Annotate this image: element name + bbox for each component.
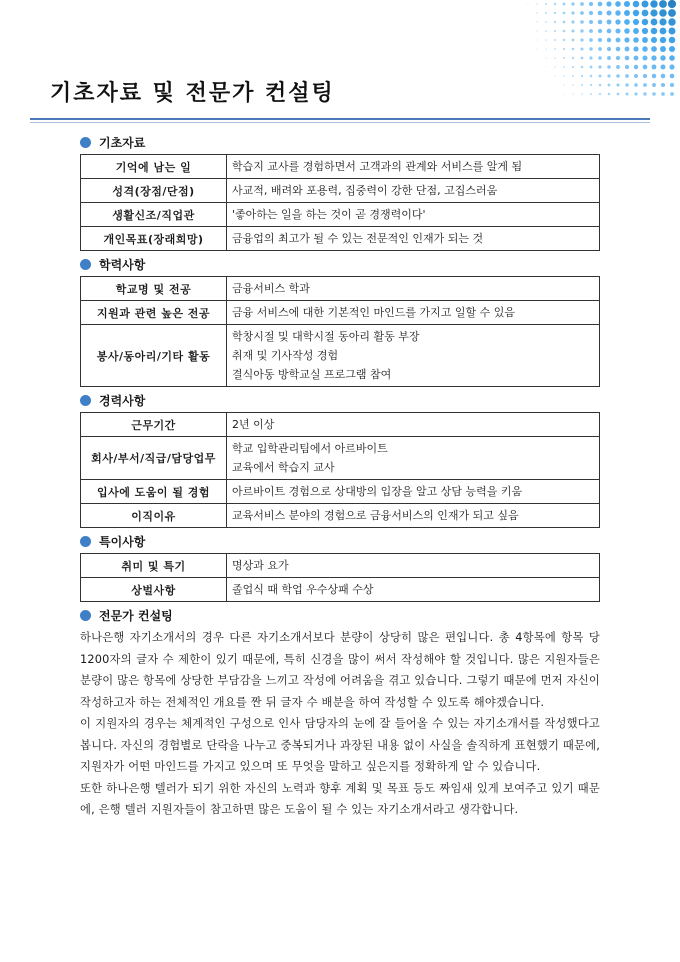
value-line: 2년 이상 bbox=[232, 418, 275, 431]
title-rule-thin bbox=[30, 122, 650, 123]
section-title: 특이사항 bbox=[99, 534, 146, 549]
table-row bbox=[81, 277, 600, 301]
row-value bbox=[227, 203, 600, 227]
row-value bbox=[227, 301, 600, 325]
row-label: 학교명 및 전공 bbox=[81, 277, 227, 301]
table-row bbox=[81, 578, 600, 602]
consulting-paragraph: 이 지원자의 경우는 체계적인 구성으로 인사 담당자의 눈에 잘 들어올 수 있는 자기소개서를 작성했다고 봅니다. 자신의 경험별로 단락을 나누고 중복되거나 과장된 내용 없이 사실을 솔직하게 표현했기 때문에, 지원자가 어떤 마인드를 가지고 있으며 또 무엇을 말하고 싶은지를 정확하게 알 수 있습니다. bbox=[80, 717, 600, 773]
row-label: 생활신조/직업관 bbox=[81, 203, 227, 227]
row-label: 근무기간 bbox=[81, 413, 227, 437]
table-row bbox=[81, 179, 600, 203]
row-label: 지원과 관련 높은 전공 bbox=[81, 301, 227, 325]
row-label: 기억에 남는 일 bbox=[81, 155, 227, 179]
row-label: 봉사/동아리/기타 활동 bbox=[81, 325, 227, 387]
row-value bbox=[227, 155, 600, 179]
circle-bullet-icon bbox=[80, 610, 91, 621]
row-label: 성격(장점/단점) bbox=[81, 179, 227, 203]
row-value bbox=[227, 277, 600, 301]
row-label: 상벌사항 bbox=[81, 578, 227, 602]
row-value bbox=[227, 413, 600, 437]
table-row bbox=[81, 155, 600, 179]
value-line: 결식아동 방학교실 프로그램 참여 bbox=[232, 368, 392, 381]
value-line: 학창시절 및 대학시절 동아리 활동 부장 bbox=[232, 330, 420, 343]
value-line: 아르바이트 경험으로 상대방의 입장을 알고 상담 능력을 키움 bbox=[232, 485, 523, 498]
section-title: 기초자료 bbox=[99, 135, 146, 150]
section-header-career bbox=[80, 390, 600, 410]
consulting-paragraph: 하나은행 자기소개서의 경우 다른 자기소개서보다 분량이 상당히 많은 편입니다. 총 4항목에 항목 당 1200자의 글자 수 제한이 있기 때문에, 특히 신경을 많이 써서 작성해야 할 것입니다. 많은 지원자들은 분량이 많은 항목에 상당한 부담감을 느끼고 작성에 어려움을 겪고 있습니다. 그렇기 때문에 먼저 자신이 작성하고자 하는 전체적인 개요를 짠 뒤 글자 수 배분을 하여 작성할 수 있도록 해야겠습니다. bbox=[80, 631, 600, 709]
value-line: 금융 서비스에 대한 기본적인 마인드를 가지고 일할 수 있음 bbox=[232, 306, 515, 319]
row-label: 입사에 도움이 될 경험 bbox=[81, 480, 227, 504]
row-value bbox=[227, 227, 600, 251]
table-row bbox=[81, 504, 600, 528]
value-line: 사교적, 배려와 포용력, 집중력이 강한 단점, 고집스러움 bbox=[232, 184, 498, 197]
row-label: 취미 및 특기 bbox=[81, 554, 227, 578]
table-row bbox=[81, 480, 600, 504]
row-value bbox=[227, 179, 600, 203]
value-line: 교육서비스 분야의 경험으로 금융서비스의 인재가 되고 싶음 bbox=[232, 509, 519, 522]
value-line: 취재 및 기사작성 경험 bbox=[232, 349, 339, 362]
halftone-dot-decoration bbox=[470, 0, 680, 100]
table-row bbox=[81, 325, 600, 387]
row-value bbox=[227, 504, 600, 528]
row-value bbox=[227, 554, 600, 578]
section-header-special bbox=[80, 531, 600, 551]
section-header-education bbox=[80, 254, 600, 274]
table-row bbox=[81, 437, 600, 480]
value-line: '좋아하는 일을 하는 것이 곧 경쟁력이다' bbox=[232, 208, 426, 221]
table-row bbox=[81, 301, 600, 325]
table-row bbox=[81, 554, 600, 578]
page-title: 기초자료 및 전문가 컨설팅 bbox=[50, 81, 335, 106]
row-label: 개인목표(장래희망) bbox=[81, 227, 227, 251]
row-label: 회사/부서/직급/담당업무 bbox=[81, 437, 227, 480]
value-line: 학교 입학관리팀에서 아르바이트 bbox=[232, 442, 388, 455]
basic-info-table bbox=[80, 154, 600, 251]
document-body bbox=[80, 132, 600, 821]
section-title: 학력사항 bbox=[99, 257, 146, 272]
section-title: 경력사항 bbox=[99, 393, 146, 408]
row-label: 이직이유 bbox=[81, 504, 227, 528]
row-value bbox=[227, 325, 600, 387]
title-rule bbox=[30, 118, 650, 120]
table-row bbox=[81, 227, 600, 251]
career-table bbox=[80, 412, 600, 528]
value-line: 학습지 교사를 경험하면서 고객과의 관계와 서비스를 알게 됨 bbox=[232, 160, 523, 173]
special-notes-table bbox=[80, 553, 600, 602]
circle-bullet-icon bbox=[80, 395, 91, 406]
consulting-paragraph: 또한 하나은행 텔러가 되기 위한 자신의 노력과 향후 계획 및 목표 등도 짜임새 있게 보여주고 있기 때문에, 은행 텔러 지원자들이 참고하면 많은 도움이 될 수 있는 자기소개서라고 생각합니다. bbox=[80, 781, 600, 816]
row-value bbox=[227, 578, 600, 602]
value-line: 금융서비스 학과 bbox=[232, 282, 310, 295]
value-line: 졸업식 때 학업 우수상패 수상 bbox=[232, 583, 374, 596]
section-header-basic bbox=[80, 132, 600, 152]
circle-bullet-icon bbox=[80, 536, 91, 547]
value-line: 명상과 요가 bbox=[232, 559, 289, 572]
circle-bullet-icon bbox=[80, 259, 91, 270]
value-line: 금융업의 최고가 될 수 있는 전문적인 인재가 되는 것 bbox=[232, 232, 484, 245]
education-table bbox=[80, 276, 600, 387]
circle-bullet-icon bbox=[80, 137, 91, 148]
section-header-consulting bbox=[80, 605, 600, 625]
value-line: 교육에서 학습지 교사 bbox=[232, 461, 335, 474]
section-title: 전문가 컨설팅 bbox=[99, 608, 173, 623]
row-value bbox=[227, 480, 600, 504]
table-row bbox=[81, 203, 600, 227]
table-row bbox=[81, 413, 600, 437]
row-value bbox=[227, 437, 600, 480]
